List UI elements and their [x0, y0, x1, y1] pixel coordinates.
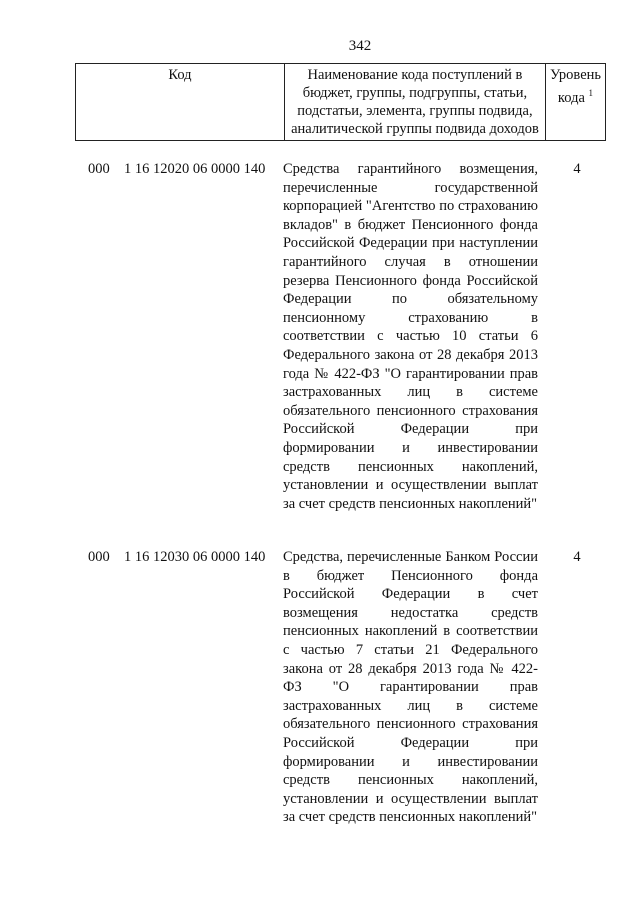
header-name: Наименование кода поступлений в бюджет, группы, подгруппы, статьи, подстатьи, элемента, группы подвида, аналитической группы подвида доходов [284, 64, 545, 141]
code-level: 4 [573, 549, 581, 565]
code-description: Средства гарантийного возмещения, перечисленные государственной корпорацией "Агентство по страхованию вкладов" в бюджет Пенсионного фонда Российской Федерации при наступлении гарантийного случая в отношении резерва Пенсионного фонда Российской Федерации по обязательному пенсионному страхованию в соответствии с частью 10 статьи 6 Федерального закона от 28 декабря 2013 года № 422-ФЗ "О гарантировании прав застрахованных лиц в системе обязательного пенсионного страхования Российской Федерации при формировании и инвестировании средств пенсионных накоплений, установлении и осуществлении выплат за счет средств пенсионных накоплений" [283, 161, 538, 512]
admin-code: 000 [88, 549, 110, 565]
header-code: Код [76, 64, 285, 141]
table-header-row [76, 64, 606, 141]
income-codes-table-header [75, 63, 606, 141]
page-number: 342 [348, 38, 372, 54]
income-code: 1 16 12030 06 0000 140 [124, 549, 266, 565]
header-level [545, 64, 605, 141]
header-level-label: Уровень кода [549, 67, 601, 106]
header-level-footnote: 1 [588, 88, 594, 98]
income-code: 1 16 12020 06 0000 140 [124, 161, 266, 177]
code-description: Средства, перечисленные Банком России в бюджет Пенсионного фонда Российской Федерации в счет возмещения недостатка средств пенсионных накоплений в соответствии с частью 7 статьи 21 Федерального закона от 28 декабря 2013 года № 422-ФЗ "О гарантировании прав застрахованных лиц в системе обязательного пенсионного страхования Российской Федерации при формировании и инвестировании средств пенсионных накоплений, установлении и осуществлении выплат за счет средств пенсионных накоплений" [283, 549, 538, 826]
code-level: 4 [573, 161, 581, 177]
admin-code: 000 [88, 161, 110, 177]
